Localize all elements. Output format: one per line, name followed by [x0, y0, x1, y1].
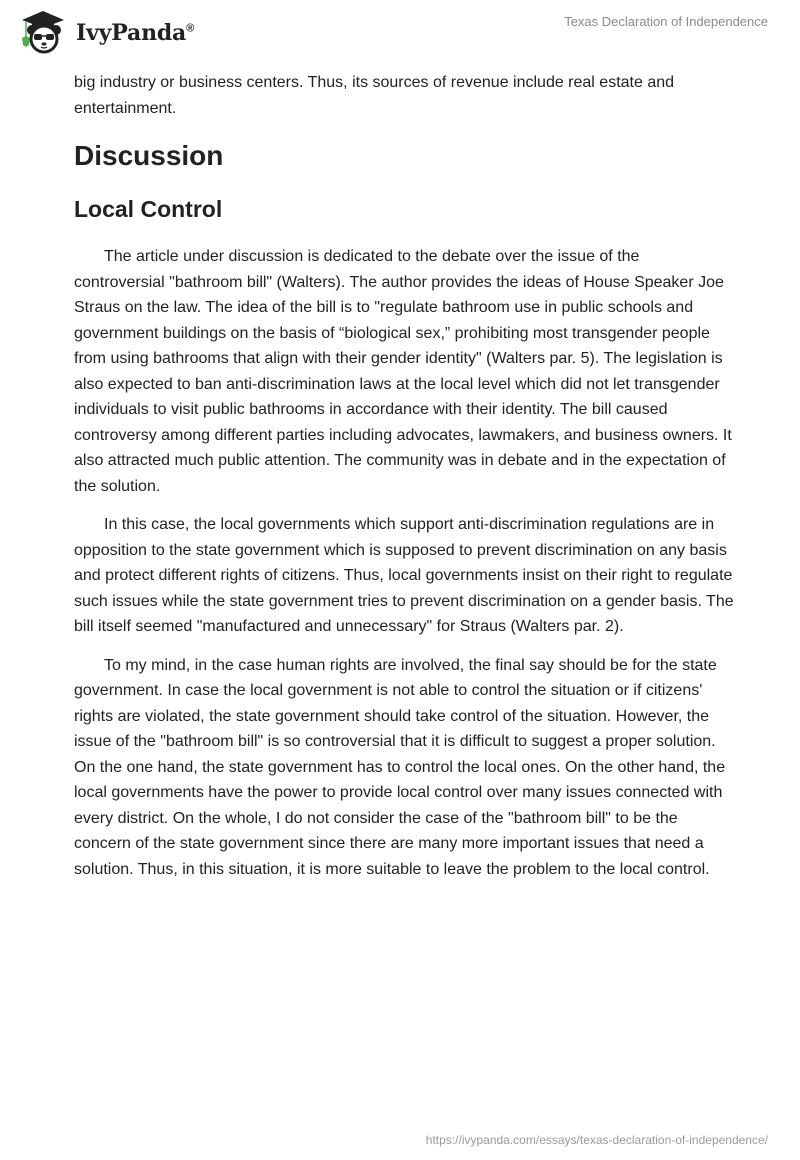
paragraph: To my mind, in the case human rights are involved, the final say should be for the state government. In case the local government is not able to control the situation or if citizens' rights are violated, the state government should take control of the situation. However, the issue of the "bathroom bill" is so controversial that it is difficult to suggest a proper solution. On the one hand, the state government has to control the local ones. On the other hand, the local governments have the power to provide local control over many issues connected with every district. On the whole, I do not consider the case of the "bathroom bill" to be the concern of the state government since there are many more important issues that need a solution. Thus, in this situation, it is more suitable to leave the problem to the local control.: [74, 656, 726, 878]
brand-name: IvyPanda®: [76, 20, 195, 46]
document-title: Texas Declaration of Independence: [564, 14, 768, 29]
source-url[interactable]: https://ivypanda.com/essays/texas-declaration-of-independence/: [425, 1133, 768, 1147]
subsection-heading-local-control: Local Control: [74, 196, 223, 222]
section-heading-discussion: Discussion: [74, 140, 224, 171]
paragraph: The article under discussion is dedicated to the debate over the issue of the controversial "bathroom bill" (Walters). The author provides the ideas of House Speaker Joe Straus on the law. The idea of the bill is to "regulate bathroom use in public schools and government buildings on the basis of “biological sex,” prohibiting most transgender people from using bathrooms that align with their gender identity" (Walters par. 5). The legislation is also expected to ban anti-discrimination laws at the local level which did not let transgender individuals to visit public bathrooms in accordance with their identity. The bill caused controversy among different parties including advocates, lawmakers, and business owners. It also attracted much public attention. The community was in debate and in the expectation of the solution.: [74, 248, 732, 495]
panda-graduate-icon: [18, 8, 68, 54]
ivypanda-logo[interactable]: [18, 8, 194, 54]
page-header: [0, 0, 800, 60]
paragraph: In this case, the local governments which support anti-discrimination regulations are in opposition to the state government which is supposed to prevent discrimination on any basis and protect different rights of citizens. Thus, local governments insist on their right to regulate such issues while the state government tries to prevent discrimination on a gender basis. The bill itself seemed "manufactured and unnecessary" for Straus (Walters par. 2).: [74, 516, 734, 635]
intro-paragraph-fragment: big industry or business centers. Thus, its sources of revenue include real estate and entertainment.: [74, 74, 675, 117]
article-body: [74, 70, 734, 882]
